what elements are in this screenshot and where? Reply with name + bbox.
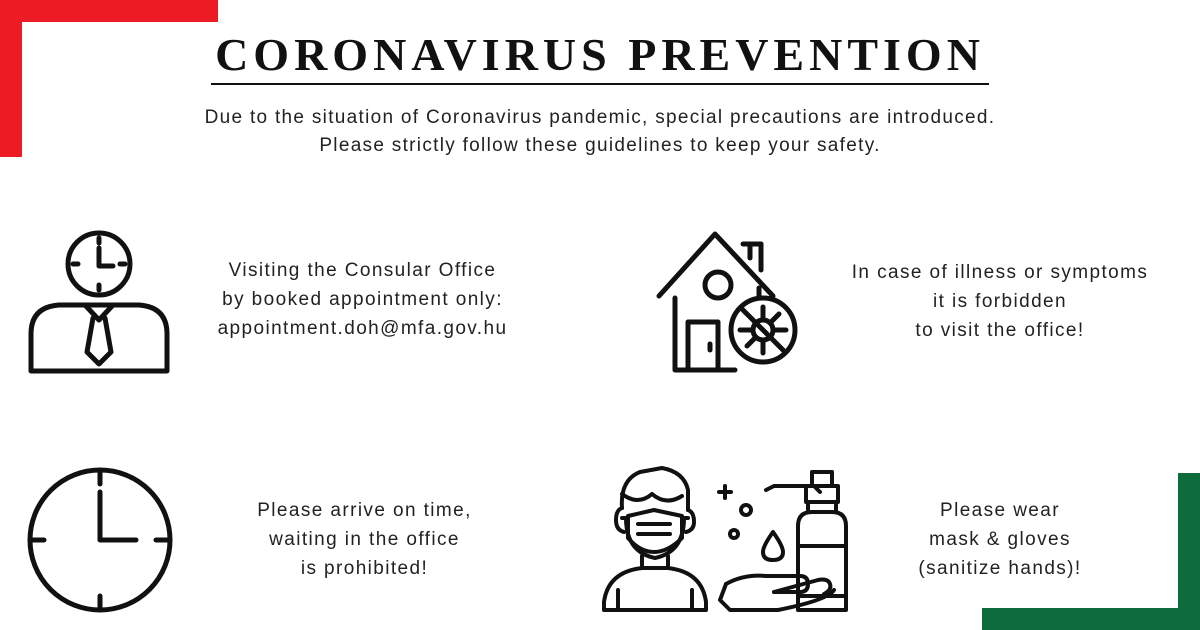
punctuality-guideline (222, 496, 507, 583)
wall-clock-icon (26, 466, 174, 614)
punctuality-line-2: waiting in the office (269, 529, 460, 550)
appointment-guideline (185, 256, 540, 343)
mask-guideline (885, 496, 1115, 583)
intro-text (0, 104, 1200, 160)
appointment-line-2: by booked appointment only: (222, 289, 503, 310)
punctuality-line-1: Please arrive on time, (257, 500, 472, 521)
mask-sanitizer-icon (598, 464, 863, 614)
illness-line-3: to visit the office! (915, 320, 1085, 341)
punctuality-line-3: is prohibited! (300, 558, 429, 579)
illness-guideline (815, 258, 1185, 345)
mask-line-2: mask & gloves (929, 529, 1071, 550)
page-title-text: CORONAVIRUS PREVENTION (211, 30, 989, 85)
businessman-clock-icon (25, 228, 175, 376)
page-title (0, 30, 1200, 85)
appointment-email-link[interactable]: appointment.doh@mfa.gov.hu (217, 318, 508, 339)
illness-line-1: In case of illness or symptoms (851, 262, 1149, 283)
intro-line-1: Due to the situation of Coronavirus pandemic, special precautions are introduced. (204, 107, 996, 128)
mask-line-3: (sanitize hands)! (918, 558, 1082, 579)
illness-line-2: it is forbidden (932, 291, 1067, 312)
appointment-line-1: Visiting the Consular Office (228, 260, 497, 281)
house-virus-icon (655, 230, 805, 376)
mask-line-1: Please wear (940, 500, 1060, 521)
intro-line-2: Please strictly follow these guidelines to keep your safety. (319, 135, 881, 156)
